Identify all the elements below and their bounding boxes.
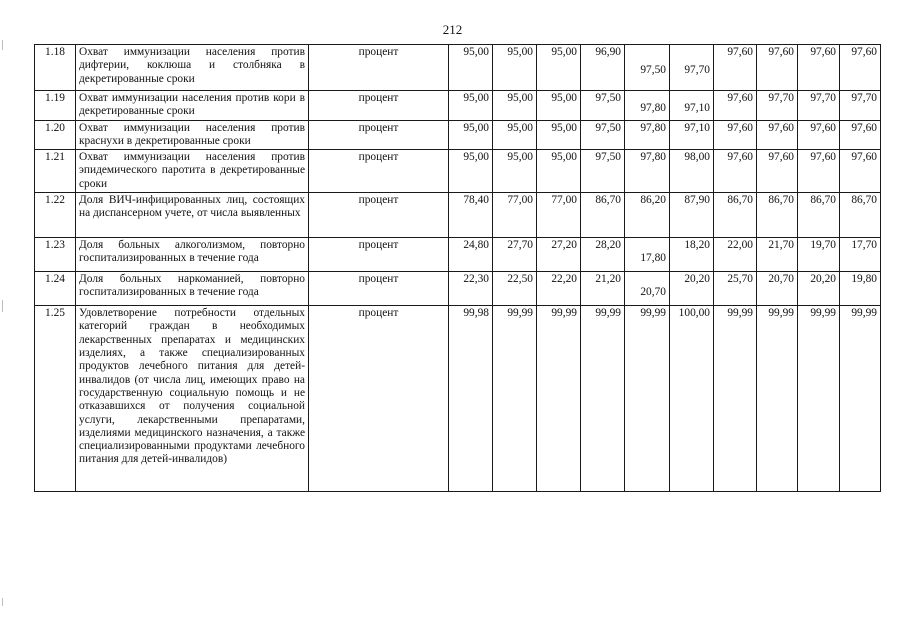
value-cell: 99,99	[537, 306, 581, 492]
value-cell: 97,60	[714, 150, 757, 193]
unit-cell: процент	[309, 120, 449, 150]
value-cell: 97,80	[625, 150, 670, 193]
table-row	[35, 150, 881, 193]
scan-edge-mark	[2, 300, 3, 312]
value-cell: 95,00	[493, 45, 537, 91]
value-cell: 86,20	[625, 193, 670, 238]
value-cell: 17,70	[840, 238, 881, 272]
table-row	[35, 272, 881, 306]
unit-cell: процент	[309, 45, 449, 91]
row-number: 1.24	[35, 272, 76, 306]
row-number: 1.22	[35, 193, 76, 238]
value-cell: 97,50	[581, 150, 625, 193]
value-cell: 22,30	[449, 272, 493, 306]
value-cell: 21,70	[757, 238, 798, 272]
row-number: 1.18	[35, 45, 76, 91]
value-cell: 97,60	[757, 45, 798, 91]
value-cell: 97,60	[714, 120, 757, 150]
value-cell: 99,99	[840, 306, 881, 492]
indicators-table	[34, 44, 881, 492]
indicator-name: Охват иммунизации населения против эпидемического паротита в декретированные сроки	[76, 150, 309, 193]
value-cell: 97,60	[798, 120, 840, 150]
value-cell: 20,70	[757, 272, 798, 306]
indicator-name: Охват иммунизации населения против краснухи в декретированные сроки	[76, 120, 309, 150]
value-cell: 97,50	[625, 45, 670, 91]
value-cell: 97,80	[625, 91, 670, 121]
unit-cell: процент	[309, 306, 449, 492]
value-cell: 99,99	[581, 306, 625, 492]
value-cell: 95,00	[537, 120, 581, 150]
indicator-name: Доля больных алкоголизмом, повторно госпитализированных в течение года	[76, 238, 309, 272]
indicator-name: Доля ВИЧ-инфицированных лиц, состоящих на диспансерном учете, от числа выявленных	[76, 193, 309, 238]
value-cell: 99,99	[493, 306, 537, 492]
value-cell: 96,90	[581, 45, 625, 91]
value-cell: 97,50	[581, 91, 625, 121]
value-cell: 97,60	[714, 91, 757, 121]
value-cell: 97,60	[840, 45, 881, 91]
row-number: 1.21	[35, 150, 76, 193]
value-cell: 97,60	[757, 150, 798, 193]
value-cell: 27,70	[493, 238, 537, 272]
indicator-name: Доля больных наркоманией, повторно госпитализированных в течение года	[76, 272, 309, 306]
indicator-name: Охват иммунизации населения против дифтерии, коклюша и столбняка в декретированные сроки	[76, 45, 309, 91]
value-cell: 77,00	[493, 193, 537, 238]
value-cell: 95,00	[537, 150, 581, 193]
table-body	[35, 45, 881, 492]
value-cell: 22,00	[714, 238, 757, 272]
value-cell: 20,70	[625, 272, 670, 306]
value-cell: 95,00	[449, 150, 493, 193]
value-cell: 18,20	[670, 238, 714, 272]
row-number: 1.25	[35, 306, 76, 492]
table-row	[35, 91, 881, 121]
row-number: 1.23	[35, 238, 76, 272]
value-cell: 97,10	[670, 120, 714, 150]
value-cell: 95,00	[449, 45, 493, 91]
value-cell: 24,80	[449, 238, 493, 272]
value-cell: 20,20	[798, 272, 840, 306]
value-cell: 95,00	[493, 120, 537, 150]
value-cell: 77,00	[537, 193, 581, 238]
unit-cell: процент	[309, 193, 449, 238]
value-cell: 22,20	[537, 272, 581, 306]
value-cell: 97,70	[670, 45, 714, 91]
unit-cell: процент	[309, 238, 449, 272]
value-cell: 97,60	[840, 150, 881, 193]
value-cell: 86,70	[581, 193, 625, 238]
value-cell: 97,70	[798, 91, 840, 121]
value-cell: 95,00	[493, 150, 537, 193]
value-cell: 27,20	[537, 238, 581, 272]
value-cell: 86,70	[840, 193, 881, 238]
row-number: 1.20	[35, 120, 76, 150]
table-row	[35, 120, 881, 150]
unit-cell: процент	[309, 272, 449, 306]
value-cell: 78,40	[449, 193, 493, 238]
value-cell: 86,70	[798, 193, 840, 238]
value-cell: 19,70	[798, 238, 840, 272]
table-row	[35, 45, 881, 91]
row-number: 1.19	[35, 91, 76, 121]
value-cell: 97,70	[757, 91, 798, 121]
value-cell: 86,70	[714, 193, 757, 238]
value-cell: 19,80	[840, 272, 881, 306]
value-cell: 86,70	[757, 193, 798, 238]
value-cell: 97,70	[840, 91, 881, 121]
value-cell: 95,00	[449, 91, 493, 121]
value-cell: 100,00	[670, 306, 714, 492]
value-cell: 97,60	[757, 120, 798, 150]
value-cell: 99,99	[798, 306, 840, 492]
unit-cell: процент	[309, 91, 449, 121]
value-cell: 97,60	[840, 120, 881, 150]
indicator-name: Охват иммунизации населения против кори в декретированные сроки	[76, 91, 309, 121]
table-row	[35, 238, 881, 272]
value-cell: 97,60	[798, 45, 840, 91]
value-cell: 99,99	[714, 306, 757, 492]
value-cell: 97,60	[798, 150, 840, 193]
value-cell: 87,90	[670, 193, 714, 238]
value-cell: 97,50	[581, 120, 625, 150]
value-cell: 99,99	[757, 306, 798, 492]
value-cell: 95,00	[537, 45, 581, 91]
value-cell: 99,99	[625, 306, 670, 492]
page-number: 212	[442, 22, 463, 37]
value-cell: 17,80	[625, 238, 670, 272]
value-cell: 97,60	[714, 45, 757, 91]
value-cell: 20,20	[670, 272, 714, 306]
value-cell: 97,80	[625, 120, 670, 150]
value-cell: 98,00	[670, 150, 714, 193]
value-cell: 95,00	[537, 91, 581, 121]
value-cell: 28,20	[581, 238, 625, 272]
scan-edge-mark	[2, 598, 3, 606]
value-cell: 97,10	[670, 91, 714, 121]
unit-cell: процент	[309, 150, 449, 193]
value-cell: 95,00	[493, 91, 537, 121]
value-cell: 95,00	[449, 120, 493, 150]
scan-edge-mark	[2, 40, 3, 50]
indicator-name: Удовлетворение потребности отдельных категорий граждан в необходимых лекарственных препаратах и медицинских изделиях, а также специализированных продуктов лечебного питания для детей-инвалидов (от числа лиц, имеющих право на государственную социальную помощь и не отказавшихся от получения социальной услуги, лекарственными препаратами, изделиями медицинского назначения, а также специализированными продуктами лечебного питания для детей-инвалидов)	[76, 306, 309, 492]
value-cell: 21,20	[581, 272, 625, 306]
table-row	[35, 306, 881, 492]
table-row	[35, 193, 881, 238]
value-cell: 25,70	[714, 272, 757, 306]
value-cell: 22,50	[493, 272, 537, 306]
value-cell: 99,98	[449, 306, 493, 492]
